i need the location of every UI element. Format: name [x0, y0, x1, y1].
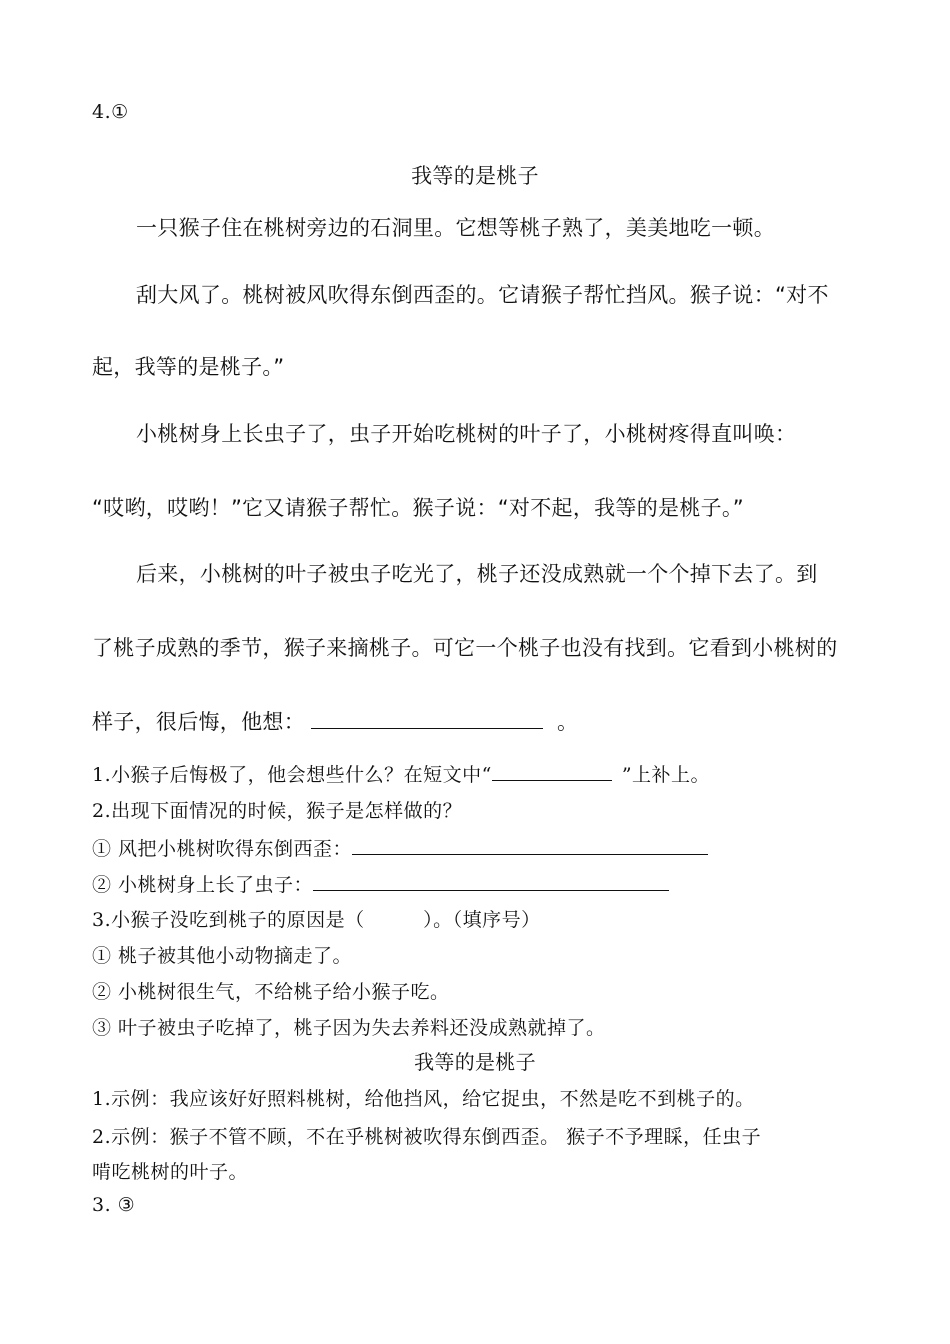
answer-2-line-1: 2.示例：猴子不管不顾，不在乎桃树被吹得东倒西歪。 猴子不予理睬，任虫子 [92, 1126, 762, 1148]
story-paragraph-1: 一只猴子住在桃树旁边的石洞里。它想等桃子熟了，美美地吃一顿。 [136, 216, 775, 240]
question-3-option-3: ③ 叶子被虫子吃掉了，桃子因为失去养料还没成熟就掉了。 [92, 1017, 606, 1039]
answer-1: 1.示例：我应该好好照料桃树，给他挡风，给它捉虫，不然是吃不到桃子的。 [92, 1088, 755, 1110]
question-2-b-blank[interactable] [313, 889, 669, 891]
question-2-a-blank[interactable] [352, 853, 708, 855]
question-3: 3.小猴子没吃到桃子的原因是（ ）。（填序号） [92, 909, 541, 931]
question-2-a-text: ① 风把小桃树吹得东倒西歪： [92, 838, 353, 860]
question-1-text-end: ”上补上。 [621, 764, 711, 786]
question-2-b [92, 870, 669, 897]
story-paragraph-4-line-3-text: 样子，很后悔，他想： [92, 710, 305, 734]
answer-3: 3. ③ [92, 1194, 136, 1216]
question-1 [92, 760, 710, 787]
item-4-answer: 4.① [92, 101, 129, 123]
story-paragraph-2-line-2: 起，我等的是桃子。” [92, 355, 285, 379]
question-3-option-2: ② 小桃树很生气，不给桃子给小猴子吃。 [92, 981, 450, 1003]
question-2: 2.出现下面情况的时候，猴子是怎样做的？ [92, 800, 463, 822]
story-title: 我等的是桃子 [411, 164, 539, 188]
answer-2-line-2: 啃吃桃树的叶子。 [92, 1161, 249, 1183]
story-paragraph-4-line-1: 后来，小桃树的叶子被虫子吃光了，桃子还没成熟就一个个掉下去了。到 [136, 562, 818, 586]
question-1-text: 1.小猴子后悔极了，他会想些什么？在短文中“ [92, 764, 492, 786]
story-paragraph-3-line-1: 小桃树身上长虫子了，虫子开始吃桃树的叶子了，小桃树疼得直叫唤： [136, 422, 797, 446]
story-paragraph-4-line-3-end: 。 [557, 710, 579, 734]
story-paragraph-3-line-2: “哎哟，哎哟！”它又请猴子帮忙。猴子说：“对不起，我等的是桃子。” [92, 496, 744, 520]
story-paragraph-4-line-3 [92, 706, 578, 736]
question-1-blank[interactable] [492, 779, 612, 781]
question-2-b-text: ② 小桃树身上长了虫子： [92, 874, 314, 896]
story-paragraph-2-line-1: 刮大风了。桃树被风吹得东倒西歪的。它请猴子帮忙挡风。猴子说：“对不 [136, 283, 829, 307]
question-2-a [92, 834, 708, 861]
story-answer-blank[interactable] [311, 727, 543, 729]
story-paragraph-4-line-2: 了桃子成熟的季节，猴子来摘桃子。可它一个桃子也没有找到。它看到小桃树的 [92, 636, 838, 660]
answers-title: 我等的是桃子 [414, 1050, 536, 1074]
question-3-option-1: ① 桃子被其他小动物摘走了。 [92, 945, 353, 967]
